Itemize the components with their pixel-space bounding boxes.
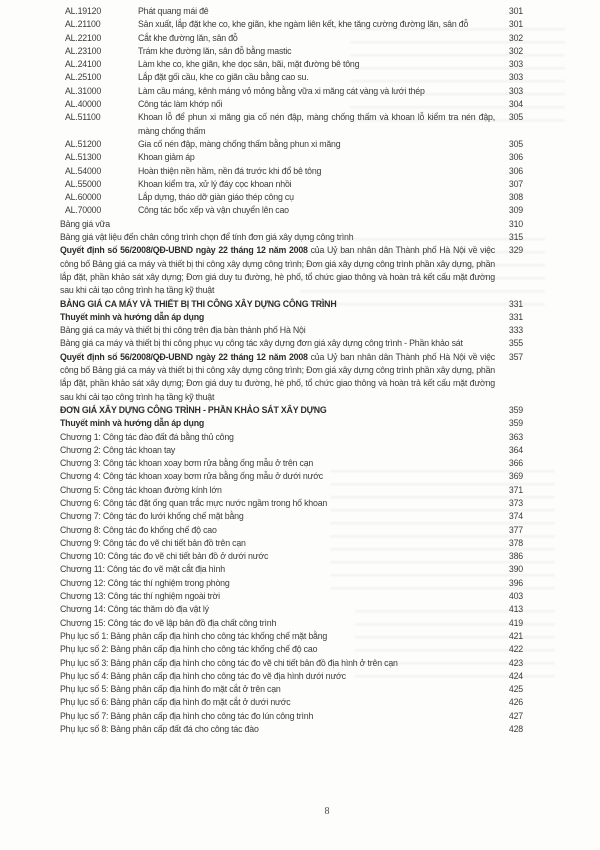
entry-page-number: 305 — [508, 112, 523, 123]
entry-title-text: Lắp dựng, tháo dỡ giàn giáo thép công cụ — [138, 192, 294, 203]
entry-title — [60, 710, 499, 723]
entry-title — [60, 244, 499, 297]
entry-page-number: 413 — [508, 604, 523, 615]
entry-title-text: Phụ lục số 7: Bảng phân cấp địa hình cho công tác đo lún công trình — [60, 710, 314, 721]
entry-title — [60, 630, 499, 643]
entry-code: AL.70000 — [65, 205, 102, 216]
toc-entry-row — [60, 178, 523, 191]
entry-title — [138, 18, 499, 31]
entry-page-number: 303 — [508, 85, 523, 96]
entry-title — [60, 417, 499, 430]
toc-entry-row — [60, 311, 523, 324]
entry-title-text: Chương 13: Công tác thí nghiệm ngoài trời — [60, 591, 220, 602]
entry-title-text: Lắp đặt gối cầu, khe co giãn cầu bằng cao su. — [138, 72, 309, 83]
entry-code: AL.60000 — [65, 192, 102, 203]
entry-page-number: 396 — [508, 577, 523, 588]
entry-title — [138, 165, 499, 178]
entry-page-number: 366 — [508, 458, 523, 469]
entry-code: AL.25100 — [65, 72, 102, 83]
toc-entry-row — [60, 351, 523, 404]
entry-title — [60, 683, 499, 696]
toc-entry-row — [60, 18, 523, 31]
toc-entry-row — [60, 696, 523, 709]
entry-page-number: 331 — [508, 298, 523, 309]
entry-title-text: Trám khe đường lăn, sân đỗ bằng mastic — [138, 45, 292, 56]
entry-title — [60, 617, 499, 630]
entry-title — [60, 603, 499, 616]
entry-title — [60, 404, 499, 417]
toc-entry-row — [60, 218, 523, 231]
entry-title-text: Gia cố nén đập, màng chống thấm bằng phun xi măng — [138, 138, 341, 149]
entry-page-number: 423 — [508, 657, 523, 668]
entry-title-text: của Uỷ ban nhân dân Thành phố Hà Nội về việc công bố Bảng giá ca máy và thiết bị thi công xây dựng công trình; Đơn giá xây dựng công trình phần xây dựng, phần lắp đặt, phần khảo sát xây dựng; Đơn giá duy tu đường, hè phố, tổ chức giao thông và hoàn trả kết cấu mặt đường sau khi cải tạo công trình hạ tầng kỹ thuật — [60, 351, 495, 402]
entry-page-number: 359 — [508, 418, 523, 429]
entry-title-text: Bảng giá ca máy và thiết bị thi công trên địa bàn thành phố Hà Nội — [60, 325, 306, 336]
entry-page-number: 331 — [508, 311, 523, 322]
toc-entry-row — [60, 337, 523, 350]
entry-title-text: Chương 1: Công tác đào đất đá bằng thủ công — [60, 431, 234, 442]
entry-title — [60, 324, 499, 337]
toc-entry-row — [60, 45, 523, 58]
entry-page-number: 425 — [508, 684, 523, 695]
entry-page-number: 422 — [508, 644, 523, 655]
entry-page-number: 306 — [508, 152, 523, 163]
toc-entry-row — [60, 603, 523, 616]
entry-code: AL.22100 — [65, 32, 102, 43]
entry-title-bold: ĐƠN GIÁ XÂY DỰNG CÔNG TRÌNH - PHẦN KHẢO SÁT XÂY DỰNG — [60, 404, 327, 415]
toc-entry-row — [60, 683, 523, 696]
entry-code: AL.40000 — [65, 99, 102, 110]
entry-page-number: 424 — [508, 670, 523, 681]
entry-page-number: 373 — [508, 497, 523, 508]
entry-title-text: Phụ lục số 2: Bảng phân cấp địa hình cho công tác khống chế độ cao — [60, 644, 318, 655]
entry-title-text: Bảng giá vữa — [60, 218, 110, 229]
entry-title — [138, 71, 499, 84]
entry-title-text: Bảng giá ca máy và thiết bị thi công phục vụ công tác xây dựng đơn giá xây dựng công trình - Phần khảo sát — [60, 338, 463, 349]
entry-title — [60, 643, 499, 656]
entry-title — [60, 311, 499, 324]
entry-code: AL.54000 — [65, 165, 102, 176]
entry-title — [138, 178, 499, 191]
entry-title-bold: Quyết định số 56/2008/QĐ-UBND ngày 22 tháng 12 năm 2008 — [60, 351, 308, 362]
entry-title — [138, 85, 499, 98]
entry-page-number: 307 — [508, 178, 523, 189]
toc-entry-row — [60, 563, 523, 576]
entry-page-number: 428 — [508, 724, 523, 735]
entry-page-number: 305 — [508, 138, 523, 149]
toc-entry-row — [60, 85, 523, 98]
entry-title-text: Phụ lục số 5: Bảng phân cấp địa hình đo mặt cắt ở trên cạn — [60, 684, 281, 695]
toc-entry-row — [60, 71, 523, 84]
entry-page-number: 302 — [508, 45, 523, 56]
entry-title-text: Phụ lục số 4: Bảng phân cấp địa hình cho công tác đo vẽ địa hình dưới nước — [60, 670, 346, 681]
entry-title — [60, 723, 499, 736]
entry-title-text: Chương 6: Công tác đặt ống quan trắc mực nước ngầm trong hố khoan — [60, 497, 328, 508]
entry-title — [138, 5, 499, 18]
entry-page-number: 386 — [508, 551, 523, 562]
entry-title-text: Làm cầu máng, kênh máng vỏ mỏng bằng vữa xi măng cát vàng và lưới thép — [138, 85, 425, 96]
entry-title-text: Chương 4: Công tác khoan xoay bơm rửa bằng ống mẫu ở dưới nước — [60, 471, 323, 482]
entry-code: AL.19120 — [65, 6, 102, 16]
toc-entry-row — [60, 111, 523, 138]
entry-title — [60, 470, 499, 483]
entry-page-number: 403 — [508, 591, 523, 602]
entry-page-number: 390 — [508, 564, 523, 575]
entry-title — [60, 590, 499, 603]
entry-page-number: 359 — [508, 404, 523, 415]
toc-entry-row — [60, 417, 523, 430]
toc-entry-row — [60, 404, 523, 417]
page-number: 8 — [324, 806, 330, 817]
toc-entry-row — [60, 630, 523, 643]
toc-entry-row — [60, 484, 523, 497]
entry-title — [60, 337, 499, 350]
entry-title — [60, 444, 499, 457]
entry-title — [60, 218, 499, 231]
toc-entry-row — [60, 298, 523, 311]
entry-title — [60, 537, 499, 550]
entry-title-text: Chương 7: Công tác đo lưới khống chế mặt bằng — [60, 511, 244, 522]
entry-title-text: Phụ lục số 6: Bảng phân cấp địa hình đo mặt cắt ở dưới nước — [60, 697, 291, 708]
entry-page-number: 306 — [508, 165, 523, 176]
toc-entry-row — [60, 244, 523, 297]
entry-code: AL.31000 — [65, 85, 102, 96]
entry-page-number: 378 — [508, 537, 523, 548]
entry-title-text: Khoan giảm áp — [138, 152, 195, 163]
toc-entry-row — [60, 444, 523, 457]
entry-page-number: 364 — [508, 444, 523, 455]
toc-entry-row — [60, 470, 523, 483]
toc-list — [60, 5, 523, 736]
entry-title-text: Chương 8: Công tác đo khống chế độ cao — [60, 524, 217, 535]
entry-page-number: 355 — [508, 338, 523, 349]
entry-code: AL.23100 — [65, 45, 102, 56]
entry-page-number: 377 — [508, 524, 523, 535]
entry-page-number: 303 — [508, 59, 523, 70]
entry-title — [60, 696, 499, 709]
entry-title — [60, 497, 499, 510]
toc-entry-row — [60, 670, 523, 683]
entry-title — [60, 563, 499, 576]
entry-page-number: 419 — [508, 617, 523, 628]
entry-title-text: Chương 9: Công tác đo vẽ chi tiết bản đồ trên cạn — [60, 537, 246, 548]
entry-page-number: 426 — [508, 697, 523, 708]
entry-page-number: 304 — [508, 99, 523, 110]
entry-code: AL.24100 — [65, 59, 102, 70]
toc-entry-row — [60, 657, 523, 670]
entry-title — [60, 298, 499, 311]
toc-entry-row — [60, 710, 523, 723]
entry-title-text: Chương 2: Công tác khoan tay — [60, 444, 176, 455]
toc-entry-row — [60, 151, 523, 164]
entry-title — [60, 484, 499, 497]
entry-title — [60, 657, 499, 670]
entry-title-bold: Quyết định số 56/2008/QĐ-UBND ngày 22 tháng 12 năm 2008 — [60, 245, 308, 256]
toc-entry-row — [60, 723, 523, 736]
toc-entry-row — [60, 537, 523, 550]
entry-title-text: Công tác làm khớp nối — [138, 99, 223, 110]
entry-code: AL.51300 — [65, 152, 102, 163]
entry-page-number: 371 — [508, 484, 523, 495]
toc-entry-row — [60, 32, 523, 45]
toc-entry-row — [60, 550, 523, 563]
entry-title — [138, 191, 499, 204]
entry-title-text: Chương 12: Công tác thí nghiệm trong phòng — [60, 577, 230, 588]
entry-title-text: Chương 14: Công tác thăm dò địa vật lý — [60, 604, 209, 615]
entry-title-text: Chương 11: Công tác đo vẽ mặt cắt địa hình — [60, 564, 225, 575]
entry-title — [60, 550, 499, 563]
entry-page-number: 315 — [508, 232, 523, 243]
entry-title-text: của Uỷ ban nhân dân Thành phố Hà Nội về việc công bố Bảng giá ca máy và thiết bị thi công xây dựng công trình; Đơn giá xây dựng công trình phần xây dựng, phần lắp đặt, phần khảo sát xây dựng; Đơn giá duy tu đường, hè phố, tổ chức giao thông và hoàn trả kết cấu mặt đường sau khi cải tạo công trình hạ tầng kỹ thuật — [60, 245, 495, 296]
entry-page-number: 301 — [508, 6, 523, 16]
toc-entry-row — [60, 324, 523, 337]
entry-code: AL.21100 — [65, 19, 101, 30]
toc-entry-row — [60, 510, 523, 523]
entry-title — [60, 510, 499, 523]
toc-entry-row — [60, 138, 523, 151]
entry-title-text: Sản xuất, lắp đặt khe co, khe giãn, khe ngàm liên kết, khe tăng cường đường lăn, sân đỗ — [138, 19, 469, 30]
entry-title-text: Khoan kiểm tra, xử lý đáy cọc khoan nhồi — [138, 178, 292, 189]
entry-page-number: 310 — [508, 218, 523, 229]
entry-page-number: 308 — [508, 192, 523, 203]
entry-code: AL.51200 — [65, 138, 102, 149]
entry-title-text: Chương 15: Công tác đo vẽ lập bản đồ địa chất công trình — [60, 617, 277, 628]
entry-title — [138, 151, 499, 164]
toc-entry-row — [60, 204, 523, 217]
entry-title — [60, 670, 499, 683]
entry-page-number: 427 — [508, 710, 523, 721]
entry-title — [60, 231, 499, 244]
entry-title-text: Chương 5: Công tác khoan đường kính lớn — [60, 484, 222, 495]
entry-title — [138, 58, 499, 71]
entry-page-number: 369 — [508, 471, 523, 482]
entry-title-text: Làm khe co, khe giãn, khe dọc sân, bãi, mặt đường bê tông — [138, 59, 360, 70]
entry-title-text: Phụ lục số 3: Bảng phân cấp địa hình cho công tác đo vẽ chi tiết bản đồ địa hình ở trên cạn — [60, 657, 398, 668]
entry-title — [60, 351, 499, 404]
entry-page-number: 309 — [508, 205, 523, 216]
entry-page-number: 333 — [508, 325, 523, 336]
toc-entry-row — [60, 5, 523, 18]
toc-entry-row — [60, 643, 523, 656]
entry-title-text: Công tác bốc xếp và vận chuyển lên cao — [138, 205, 289, 216]
toc-entry-row — [60, 165, 523, 178]
entry-title — [138, 98, 499, 111]
entry-title-text: Phụ lục số 1: Bảng phân cấp địa hình cho công tác khống chế mặt bằng — [60, 630, 328, 641]
entry-title-text: Bảng giá vật liệu đến chân công trình chọn để tính đơn giá xây dựng công trình — [60, 232, 354, 243]
entry-title — [138, 111, 499, 138]
entry-title — [60, 577, 499, 590]
entry-page-number: 301 — [508, 19, 523, 30]
entry-page-number: 302 — [508, 32, 523, 43]
toc-entry-row — [60, 617, 523, 630]
entry-title-bold: BẢNG GIÁ CA MÁY VÀ THIẾT BỊ THI CÔNG XÂY DỰNG CÔNG TRÌNH — [60, 298, 337, 309]
entry-title — [138, 45, 499, 58]
entry-page-number: 374 — [508, 511, 523, 522]
toc-entry-row — [60, 231, 523, 244]
entry-title — [138, 204, 499, 217]
toc-entry-row — [60, 524, 523, 537]
entry-page-number: 363 — [508, 431, 523, 442]
entry-title-bold: Thuyết minh và hướng dẫn áp dụng — [60, 311, 205, 322]
entry-title — [138, 138, 499, 151]
entry-page-number: 303 — [508, 72, 523, 83]
entry-page-number: 357 — [508, 351, 523, 362]
entry-page-number: 421 — [508, 630, 523, 641]
toc-entry-row — [60, 431, 523, 444]
entry-title — [60, 431, 499, 444]
entry-title-text: Chương 10: Công tác đo vẽ chi tiết bản đồ ở dưới nước — [60, 551, 269, 562]
toc-entry-row — [60, 457, 523, 470]
entry-title-text: Khoan lỗ để phun xi măng gia cố nén đập, màng chống thấm và khoan lỗ kiểm tra nén đập, màng chống thấm — [138, 112, 495, 136]
toc-entry-row — [60, 191, 523, 204]
entry-title-text: Phụ lục số 8: Bảng phân cấp đất đá cho công tác đào — [60, 724, 259, 735]
entry-title-bold: Thuyết minh và hướng dẫn áp dụng — [60, 418, 205, 429]
toc-entry-row — [60, 497, 523, 510]
entry-page-number: 329 — [508, 245, 523, 256]
entry-code: AL.51100 — [65, 112, 101, 123]
entry-title-text: Hoàn thiện nền hầm, nền đá trước khi đổ bê tông — [138, 165, 322, 176]
toc-entry-row — [60, 577, 523, 590]
entry-title — [60, 524, 499, 537]
entry-title-text: Cắt khe đường lăn, sân đỗ — [138, 32, 238, 43]
entry-title — [138, 32, 499, 45]
toc-entry-row — [60, 58, 523, 71]
toc-entry-row — [60, 590, 523, 603]
entry-title-text: Phát quang mái đê — [138, 6, 209, 16]
entry-title — [60, 457, 499, 470]
entry-code: AL.55000 — [65, 178, 102, 189]
entry-title-text: Chương 3: Công tác khoan xoay bơm rửa bằng ống mẫu ở trên cạn — [60, 458, 314, 469]
toc-entry-row — [60, 98, 523, 111]
